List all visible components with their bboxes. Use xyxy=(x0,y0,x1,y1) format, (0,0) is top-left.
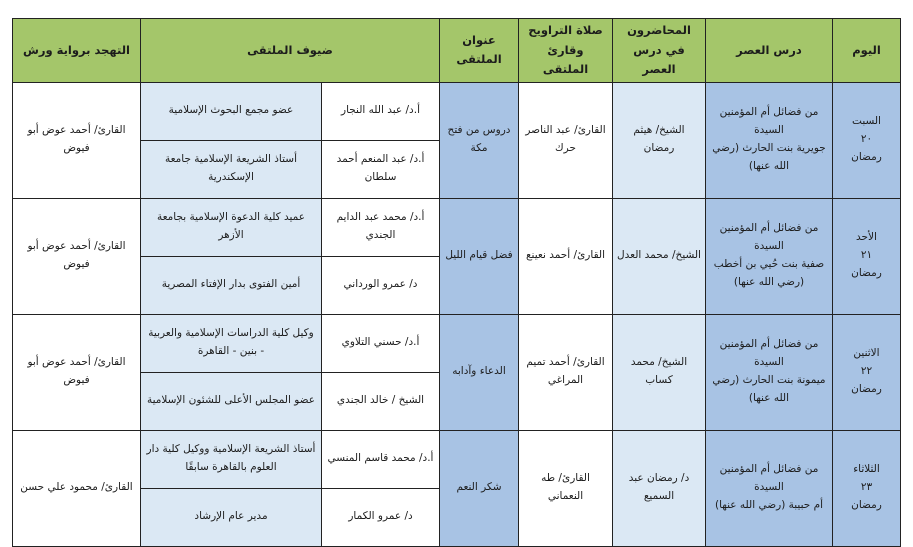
day-line: رمضان xyxy=(851,383,882,396)
day-cell xyxy=(833,198,901,314)
title-cell: الدعاء وآدابه xyxy=(440,314,519,430)
title-cell: شكر النعم xyxy=(440,430,519,546)
guest-name-cell: الشيخ / خالد الجندي xyxy=(322,372,440,430)
guest-name-cell: أ.د/ حسني التلاوي xyxy=(322,314,440,372)
title-cell: دروس من فتح مكة xyxy=(440,82,519,198)
tahajjud-cell: القارئ/ أحمد عوض أبو فيوض xyxy=(13,82,141,198)
day-cell xyxy=(833,314,901,430)
tarawih-cell: القارئ/ أحمد نعينع xyxy=(519,198,613,314)
day-line: ٢٢ xyxy=(860,365,873,378)
speaker-cell: د/ رمضان عبد السميع xyxy=(613,430,706,546)
guest-role-cell: عميد كلية الدعوة الإسلامية بجامعة الأزهر xyxy=(141,198,322,256)
day-line: السبت xyxy=(852,115,881,128)
lesson-cell xyxy=(706,430,833,546)
lesson-line: السيدة xyxy=(754,481,784,494)
tahajjud-cell: القارئ/ محمود علي حسن xyxy=(13,430,141,546)
lesson-line: (رضي الله عنها) xyxy=(733,275,805,288)
tahajjud-cell: القارئ/ أحمد عوض أبو فيوض xyxy=(13,314,141,430)
day-line: رمضان xyxy=(851,151,882,164)
day-line: ٢٣ xyxy=(860,481,873,494)
guest-name-cell: أ.د/ محمد قاسم المنسي xyxy=(322,430,440,488)
day-cell xyxy=(833,430,901,546)
day-line: رمضان xyxy=(851,499,882,512)
header-tahajjud: التهجد برواية ورش xyxy=(13,19,141,83)
header-lesson: درس العصر xyxy=(706,19,833,83)
day-line: رمضان xyxy=(851,267,882,280)
day-row xyxy=(13,82,901,140)
tarawih-cell: القارئ/ طه النعماني xyxy=(519,430,613,546)
guest-name-cell: أ.د/ محمد عبد الدايم الجندي xyxy=(322,198,440,256)
day-row xyxy=(13,430,901,488)
guest-role-cell: عضو مجمع البحوث الإسلامية xyxy=(141,82,322,140)
day-line: ٢١ xyxy=(860,249,873,262)
day-cell xyxy=(833,82,901,198)
schedule-body xyxy=(13,82,901,546)
day-line: ٢٠ xyxy=(860,133,873,146)
day-row xyxy=(13,198,901,256)
header-title: عنوان الملتقى xyxy=(440,19,519,83)
guest-role-cell: أستاذ الشريعة الإسلامية جامعة الإسكندرية xyxy=(141,140,322,198)
speaker-cell: الشيخ/ محمد العدل xyxy=(613,198,706,314)
day-line: الاثنين xyxy=(853,347,880,360)
tarawih-cell: القارئ/ عبد الناصر حرك xyxy=(519,82,613,198)
title-cell: فضل قيام الليل xyxy=(440,198,519,314)
lesson-line: أم حبيبة (رضي الله عنها) xyxy=(714,499,824,512)
lesson-cell xyxy=(706,82,833,198)
lesson-line: السيدة xyxy=(754,240,784,253)
header-speakers: المحاضرون في درس العصر xyxy=(613,19,706,83)
day-line: الأحد xyxy=(856,231,877,244)
lesson-line: من فضائل أم المؤمنين xyxy=(719,222,819,235)
day-row xyxy=(13,314,901,372)
lesson-cell xyxy=(706,198,833,314)
guest-name-cell: أ.د/ عبد المنعم أحمد سلطان xyxy=(322,140,440,198)
lesson-line: من فضائل أم المؤمنين xyxy=(719,106,819,119)
lesson-line: من فضائل أم المؤمنين xyxy=(719,338,819,351)
schedule-table xyxy=(12,18,901,547)
tahajjud-cell: القارئ/ أحمد عوض أبو فيوض xyxy=(13,198,141,314)
guest-role-cell: وكيل كلية الدراسات الإسلامية والعربية - بنين - القاهرة xyxy=(141,314,322,372)
guest-role-cell: أستاذ الشريعة الإسلامية ووكيل كلية دار العلوم بالقاهرة سابقًا xyxy=(141,430,322,488)
speaker-cell: الشيخ/ محمد كساب xyxy=(613,314,706,430)
header-tarawih: صلاة التراويح وقارئ الملتقى xyxy=(519,19,613,83)
tarawih-cell: القارئ/ أحمد تميم المراغي xyxy=(519,314,613,430)
lesson-line: من فضائل أم المؤمنين xyxy=(719,463,819,476)
lesson-line: السيدة xyxy=(754,124,784,137)
header-day: اليوم xyxy=(833,19,901,83)
lesson-line: جويرية بنت الحارث (رضي الله عنها) xyxy=(712,142,826,172)
guest-name-cell: د/ عمرو الكمار xyxy=(322,488,440,546)
header-row xyxy=(13,19,901,83)
lesson-line: صفية بنت حُيي بن أخطب xyxy=(713,258,825,271)
lesson-line: ميمونة بنت الحارث (رضي الله عنها) xyxy=(712,374,826,404)
lesson-line: السيدة xyxy=(754,356,784,369)
guest-name-cell: د/ عمرو الورداني xyxy=(322,256,440,314)
day-line: الثلاثاء xyxy=(853,463,880,476)
guest-role-cell: مدير عام الإرشاد xyxy=(141,488,322,546)
guest-role-cell: عضو المجلس الأعلى للشئون الإسلامية xyxy=(141,372,322,430)
guest-role-cell: أمين الفتوى بدار الإفتاء المصرية xyxy=(141,256,322,314)
speaker-cell: الشيخ/ هيثم رمضان xyxy=(613,82,706,198)
guest-name-cell: أ.د/ عبد الله النجار xyxy=(322,82,440,140)
header-guests: ضيوف الملتقى xyxy=(141,19,440,83)
lesson-cell xyxy=(706,314,833,430)
